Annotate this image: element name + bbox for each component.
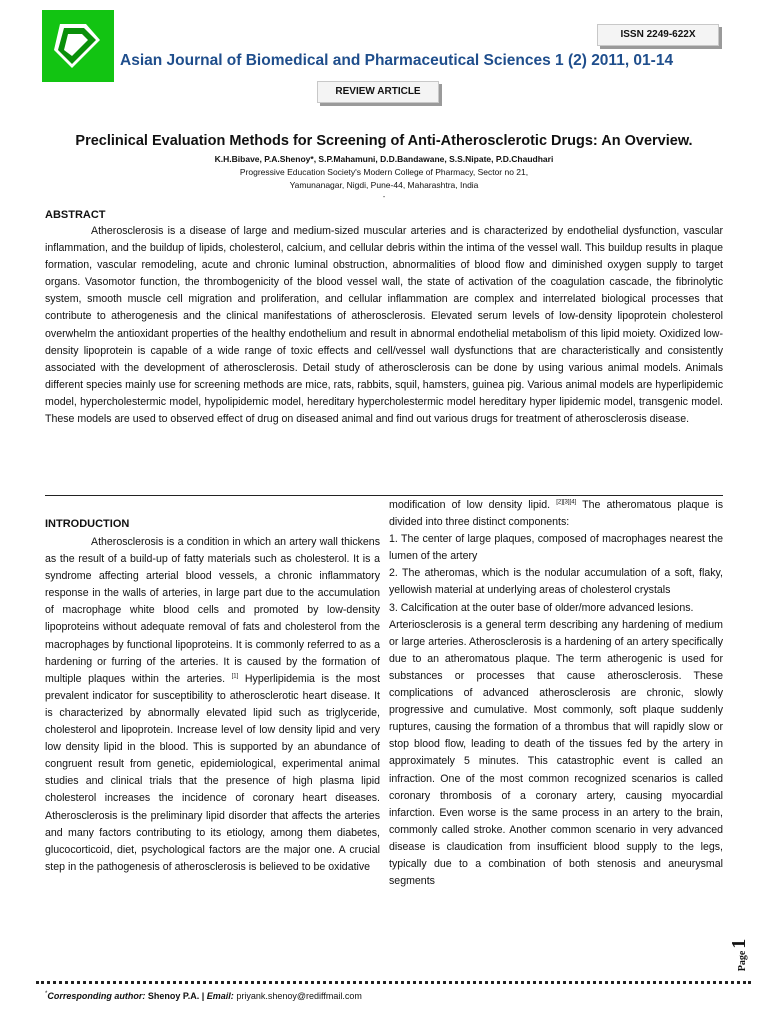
- journal-logo: [42, 10, 114, 82]
- footer-separator: |: [201, 991, 205, 1001]
- introduction-right-column: [389, 497, 723, 890]
- introduction-left-column: [45, 516, 380, 876]
- corr-author-label: Corresponding author:: [47, 991, 146, 1001]
- abstract-section: [45, 208, 723, 428]
- plaque-intro-text: modification of low density lipid.: [389, 499, 551, 511]
- journal-title: Asian Journal of Biomedical and Pharmaceutical Sciences 1 (2) 2011, 01-14: [120, 52, 674, 69]
- citation-ref-2: [2][3][4]: [556, 499, 577, 506]
- affiliation-line-1: Progressive Education Society's Modern College of Pharmacy, Sector no 21,: [239, 167, 529, 177]
- footnote-asterisk: *: [45, 991, 48, 997]
- arteriosclerosis-paragraph: Arteriosclerosis is a general term describing any hardening of medium or large arteries. Atherosclerosis is a hardening of an artery specifically due to an atheromatous plaque. The term atherogenic is used for substances or processes that cause atherosclerosis. These complications of advanced atherosclerosis are chronic, slowly progressive and cumulative. Most commonly, soft plaque suddenly ruptures, causing the formation of a thrombus that will rapidly slow or stop blood flow, leading to death of the tissues fed by the artery in approximately 5 minutes. This catastrophic event is called an infraction. One of the most common recognized scenarios is called coronary thrombosis of a coronary artery, causing myocardial infarction. Even worse is the same process in an artery to the brain, commonly called stroke. Another common scenario in very advanced disease is claudication from insufficient blood supply to the legs, typically due to a combination of both stenosis and aneurysmal segments: [389, 618, 723, 888]
- plaque-component-2: 2. The atheromas, which is the nodular accumulation of a soft, flaky, yellowish material at underlying areas of cholesterol crystals: [389, 567, 723, 597]
- abstract-heading: ABSTRACT: [45, 209, 106, 221]
- email-label: Email:: [206, 991, 234, 1001]
- plaque-intro: [389, 497, 723, 531]
- abstract-text: Atherosclerosis is a disease of large and medium-sized muscular arteries and is characterized by endothelial dysfunction, vascular inflammation, and the buildup of lipids, cholesterol, calcium, and cellular debris within the intima of the vessel wall. This buildup results in plaque formation, vascular remodeling, acute and chronic luminal obstruction, abnormalities of blood flow and diminished oxygen supply to target organs. Vasomotor function, the thrombogenicity of the blood vessel wall, the state of activation of the coagulation cascade, the fibrinolytic system, smooth muscle cell migration and proliferation, and cellular inflammation are complex and interrelated biological processes that contribute to atherogenesis and the clinical manifestations of atherosclerosis. Elevated serum levels of low-density lipoprotein cholesterol overwhelm the antioxidant properties of the healthy endothelium and result in abnormal endothelial metabolism of this lipid moiety. Oxidized low-density lipoprotein is capable of a wide range of toxic effects and cell/vessel wall dysfunctions that are characteristically and consistently associated with the development of atherosclerosis. Detail study of atherosclerosis can be done by using various animal models. Animals different species mainly use for screening methods are mice, rats, rabbits, squil, hamsters, guinea pig. Various animal models are hyperlipidemic model, hypercholestermic model, hypolipidemic model, hereditary hypercholestermic model hereditary hyper lipidemic model, transgenic model. These models are used to observed effect of drug on diseased animal and find out various drugs for treatment of atherosclerosis disease.: [45, 225, 723, 426]
- corr-email[interactable]: priyank.shenoy@rediffmail.com: [236, 991, 362, 1001]
- section-divider: [45, 495, 723, 496]
- issn-box: ISSN 2249-622X: [597, 24, 719, 46]
- citation-ref-1: [1]: [231, 673, 239, 680]
- page-number: 1: [728, 938, 750, 949]
- separator-mark: -: [382, 194, 386, 201]
- article-title: Preclinical Evaluation Methods for Screening of Anti-Atherosclerotic Drugs: An Overview.: [75, 133, 693, 149]
- corr-author-name: Shenoy P.A.: [147, 991, 200, 1001]
- plaque-component-1: 1. The center of large plaques, composed of macrophages nearest the lumen of the artery: [389, 533, 723, 563]
- introduction-heading: INTRODUCTION: [45, 518, 130, 530]
- author-list: K.H.Bibave, P.A.Shenoy*, S.P.Mahamuni, D.D.Bandawane, S.S.Nipate, P.D.Chaudhari: [214, 154, 554, 164]
- page-number-label: [728, 940, 758, 970]
- corresponding-author-footer: [45, 991, 362, 1001]
- intro-text-part-1: Atherosclerosis is a condition in which an artery wall thickens as the result of a build-up of fatty materials such as cholesterol. It is a syndrome affecting arterial blood vessels, a chronic inflammatory response in the walls of arteries, in large part due to the accumulation of macrophage white blood cells and promoted by low-density lipoproteins without adequate removal of fats and cholesterol from the macrophages by functional lipoproteins. It is commonly referred to as a hardening or furring of the arteries. It is caused by the formation of multiple plaques within the arteries.: [45, 536, 380, 685]
- intro-text-part-2: Hyperlipidemia is the most prevalent indicator for susceptibility to atherosclerotic heart disease. It is characterized by abnormally elevated lipid such as triglyceride, cholesterol and lipoprotein. Increase level of low density lipid and very low density lipid in the blood. This is supported by an abundance of congruent result from genetic, epidemiological, experimental animal studies and clinical trials that the presence of high plasma lipid cholesterol increases the incidence of coronary heart diseases. Atherosclerosis is the preliminary lipid disorder that affects the arteries and many factors contributing to its etiology, among them diabetes, glucocorticoid, diet, psychological factors are the major one. A crucial step in the pathogenesis of atherosclerosis is believed to be oxidative: [45, 672, 381, 873]
- page-label-text: Page: [737, 950, 748, 972]
- footer-dotted-rule: [36, 981, 751, 984]
- affiliation-line-2: Yamunanagar, Nigdi, Pune-44, Maharashtra, India: [289, 180, 479, 190]
- article-type-badge: REVIEW ARTICLE: [317, 81, 439, 103]
- introduction-paragraph: [45, 534, 380, 876]
- plaque-component-3: 3. Calcification at the outer base of older/more advanced lesions.: [389, 601, 694, 614]
- plaque-intro-text-b: The atheromatous plaque is divided into three distinct components:: [389, 499, 723, 529]
